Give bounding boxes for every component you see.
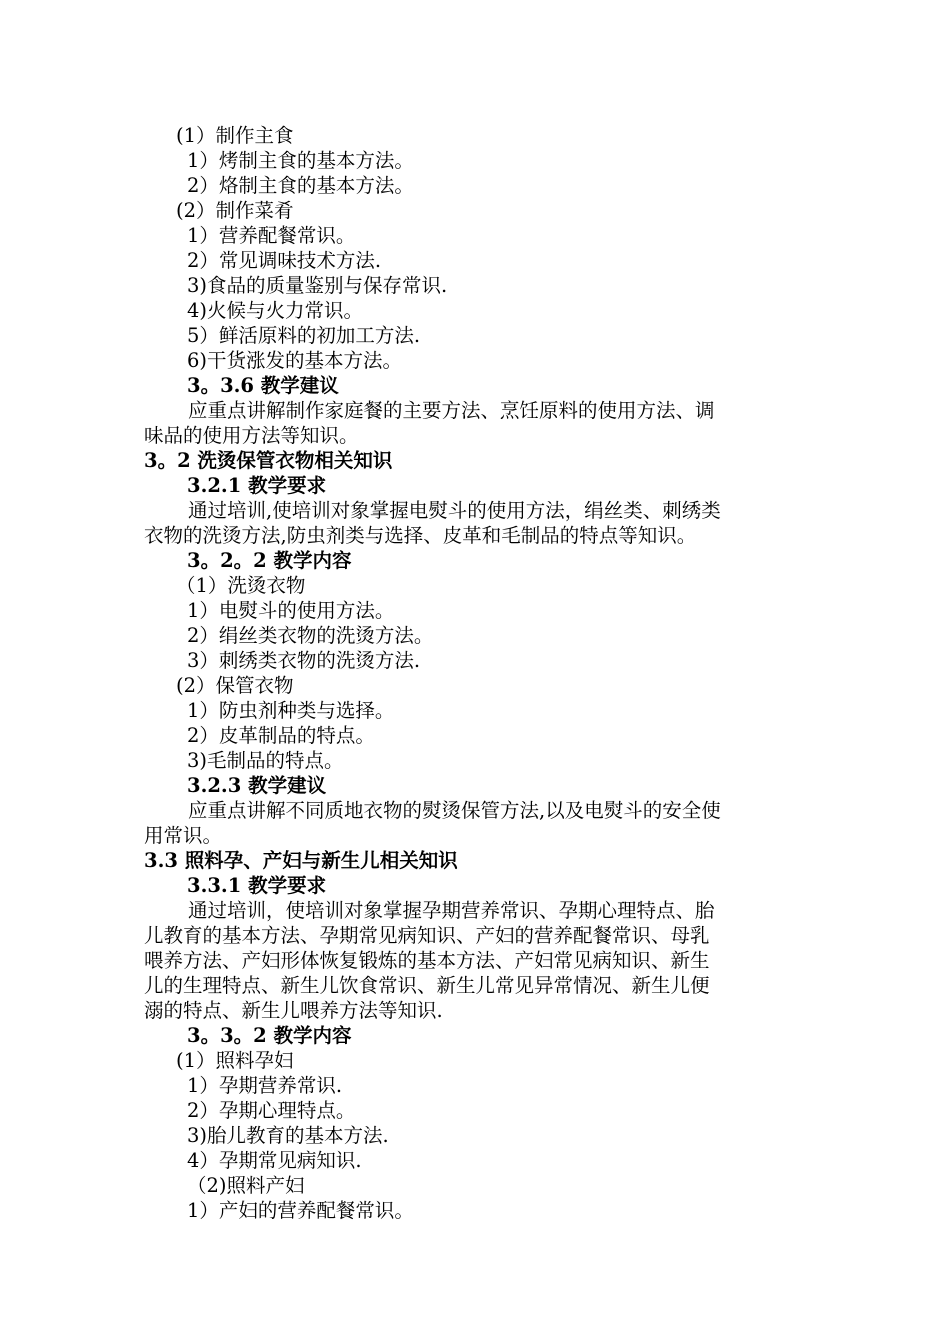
paragraph-line: 喂养方法、产妇形体恢复锻炼的基本方法、产妇常见病知识、新生 bbox=[144, 949, 710, 972]
list-item: 1）电熨斗的使用方法。 bbox=[187, 599, 395, 622]
list-item: 2）皮革制品的特点。 bbox=[187, 724, 375, 747]
list-item: 2）绢丝类衣物的洗烫方法。 bbox=[187, 624, 434, 647]
paragraph-teaching-requirement-clothing bbox=[144, 498, 809, 548]
paragraph-line: 应重点讲解制作家庭餐的主要方法、烹饪原料的使用方法、调 bbox=[188, 399, 715, 422]
paragraph-line: 通过培训,使培训对象掌握电熨斗的使用方法，绢丝类、刺绣类 bbox=[188, 499, 721, 522]
list-item: 3)食品的质量鉴别与保存常识. bbox=[187, 274, 448, 297]
list-item: 3）刺绣类衣物的洗烫方法. bbox=[187, 649, 421, 672]
list-item: 5）鲜活原料的初加工方法. bbox=[187, 324, 421, 347]
paragraph-line: 儿的生理特点、新生儿饮食常识、新生儿常见异常情况、新生儿便 bbox=[144, 974, 710, 997]
list-item: 1）防虫剂种类与选择。 bbox=[187, 699, 395, 722]
section-heading-3-3: 3.3 照料孕、产妇与新生儿相关知识 bbox=[144, 849, 458, 872]
list-item: 1）烤制主食的基本方法。 bbox=[187, 149, 414, 172]
list-item: 6)干货涨发的基本方法。 bbox=[187, 349, 403, 372]
list-heading-make-staple-food: (1）制作主食 bbox=[176, 124, 294, 147]
list-item: 1）孕期营养常识. bbox=[187, 1074, 343, 1097]
list-item: 2）常见调味技术方法. bbox=[187, 249, 382, 272]
list-item: 2）烙制主食的基本方法。 bbox=[187, 174, 414, 197]
subsection-heading-3-3-6: 3。3.6 教学建议 bbox=[187, 374, 339, 397]
list-heading-wash-iron: （1）洗烫衣物 bbox=[176, 574, 306, 597]
paragraph-line: 应重点讲解不同质地衣物的熨烫保管方法,以及电熨斗的安全使 bbox=[188, 799, 721, 822]
section-heading-3-2: 3。2 洗烫保管衣物相关知识 bbox=[144, 449, 393, 472]
subsection-heading-3-3-2: 3。3。2 教学内容 bbox=[187, 1024, 352, 1047]
paragraph-line: 儿教育的基本方法、孕期常见病知识、产妇的营养配餐常识、母乳 bbox=[144, 924, 710, 947]
paragraph-teaching-suggestion-clothing bbox=[144, 798, 809, 848]
paragraph-line: 用常识。 bbox=[144, 824, 223, 847]
list-item: 4）孕期常见病知识. bbox=[187, 1149, 362, 1172]
paragraph-line: 溺的特点、新生儿喂养方法等知识. bbox=[144, 999, 443, 1022]
list-item: 1）产妇的营养配餐常识。 bbox=[187, 1199, 414, 1222]
paragraph-line: 味品的使用方法等知识。 bbox=[144, 424, 359, 447]
paragraph-line: 通过培训，使培训对象掌握孕期营养常识、孕期心理特点、胎 bbox=[188, 899, 715, 922]
list-heading-store-clothing: (2）保管衣物 bbox=[176, 674, 294, 697]
list-item: 1）营养配餐常识。 bbox=[187, 224, 356, 247]
list-heading-make-dishes: (2）制作菜肴 bbox=[176, 199, 294, 222]
subsection-heading-3-3-1: 3.3.1 教学要求 bbox=[187, 874, 327, 897]
paragraph-line: 衣物的洗烫方法,防虫剂类与选择、皮革和毛制品的特点等知识。 bbox=[144, 524, 697, 547]
list-heading-care-postpartum: （2)照料产妇 bbox=[187, 1174, 305, 1197]
paragraph-teaching-suggestion-cooking bbox=[144, 398, 809, 448]
list-item: 2）孕期心理特点。 bbox=[187, 1099, 356, 1122]
list-item: 3)胎儿教育的基本方法. bbox=[187, 1124, 389, 1147]
paragraph-teaching-requirement-maternity bbox=[144, 898, 809, 1023]
subsection-heading-3-2-3: 3.2.3 教学建议 bbox=[187, 774, 327, 797]
subsection-heading-3-2-1: 3.2.1 教学要求 bbox=[187, 474, 327, 497]
subsection-heading-3-2-2: 3。2。2 教学内容 bbox=[187, 549, 352, 572]
list-heading-care-pregnant: (1）照料孕妇 bbox=[176, 1049, 294, 1072]
list-item: 3)毛制品的特点。 bbox=[187, 749, 344, 772]
list-item: 4)火候与火力常识。 bbox=[187, 299, 364, 322]
